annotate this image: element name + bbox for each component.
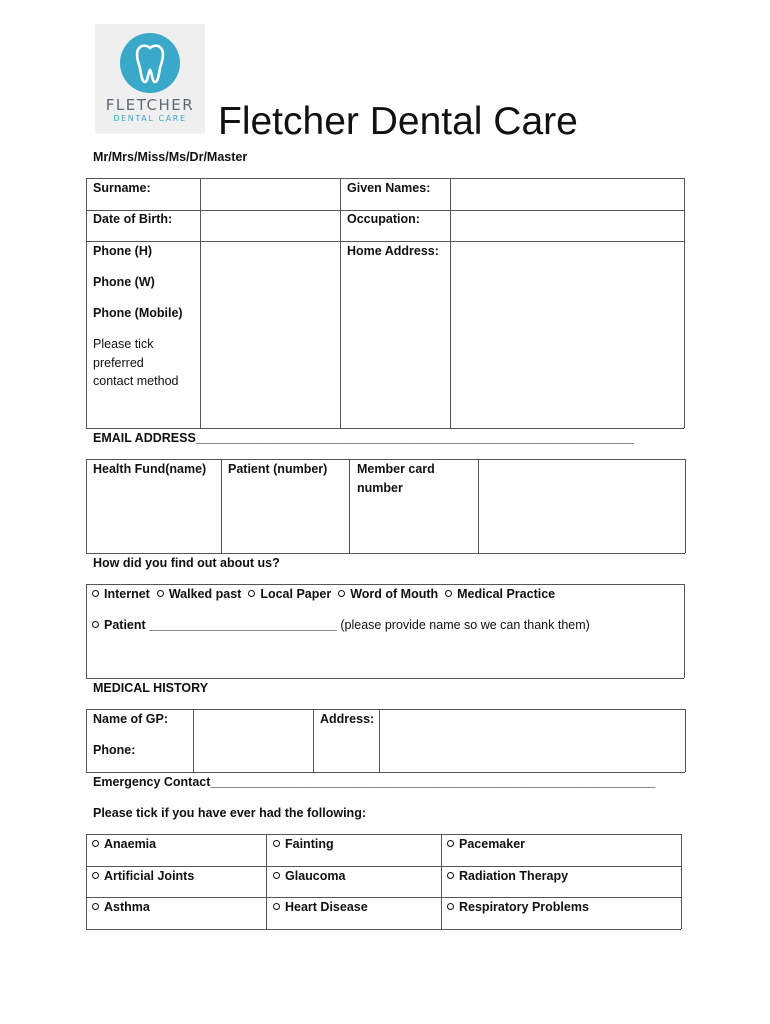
phone-w-label: Phone (W) — [93, 275, 155, 289]
surname-label: Surname: — [93, 181, 151, 195]
option-internet[interactable]: Internet — [92, 587, 150, 601]
condition-artificial-joints[interactable]: Artificial Joints — [92, 869, 194, 883]
condition-glaucoma[interactable]: Glaucoma — [273, 869, 345, 883]
tooth-icon — [117, 32, 183, 94]
circle-checkbox-icon[interactable] — [447, 903, 454, 910]
option-local-paper[interactable]: Local Paper — [248, 587, 331, 601]
given-names-label: Given Names: — [347, 181, 431, 195]
clinic-logo — [95, 24, 205, 134]
circle-checkbox-icon[interactable] — [92, 872, 99, 879]
member-card-field[interactable] — [479, 460, 685, 553]
condition-radiation-therapy[interactable]: Radiation Therapy — [447, 869, 568, 883]
find-us-question: How did you find out about us? — [93, 556, 280, 570]
salutation-label: Mr/Mrs/Miss/Ms/Dr/Master — [93, 150, 248, 164]
phone-mobile-label: Phone (Mobile) — [93, 306, 183, 320]
patient-note: (please provide name so we can thank them) — [340, 618, 590, 632]
occupation-label: Occupation: — [347, 212, 420, 226]
condition-pacemaker[interactable]: Pacemaker — [447, 837, 525, 851]
find-options-row — [92, 587, 555, 601]
email-address-line[interactable]: EMAIL ADDRESS_______________________________________________________________ — [93, 431, 634, 445]
circle-checkbox-icon[interactable] — [445, 590, 452, 597]
emergency-contact-line[interactable]: Emergency Contact________________________________________________________________ — [93, 775, 656, 789]
given-names-field[interactable] — [451, 179, 684, 210]
condition-anaemia[interactable]: Anaemia — [92, 837, 156, 851]
health-fund-label: Health Fund(name) — [93, 462, 207, 476]
dob-field[interactable] — [201, 211, 340, 241]
gp-address-field[interactable] — [380, 710, 685, 772]
surname-field[interactable] — [201, 179, 340, 210]
gp-phone-label: Phone: — [93, 743, 136, 757]
circle-checkbox-icon[interactable] — [273, 872, 280, 879]
logo-text: FLETCHER — [105, 96, 195, 114]
circle-checkbox-icon[interactable] — [447, 840, 454, 847]
circle-checkbox-icon[interactable] — [157, 590, 164, 597]
circle-checkbox-icon[interactable] — [248, 590, 255, 597]
tick-note-line1: Please tick — [93, 337, 154, 351]
home-address-label: Home Address: — [347, 244, 439, 258]
phone-field[interactable] — [201, 242, 340, 428]
condition-asthma[interactable]: Asthma — [92, 900, 150, 914]
dob-label: Date of Birth: — [93, 212, 173, 226]
medical-history-heading: MEDICAL HISTORY — [93, 681, 209, 695]
phone-h-label: Phone (H) — [93, 244, 153, 258]
circle-checkbox-icon[interactable] — [92, 903, 99, 910]
occupation-field[interactable] — [451, 211, 684, 241]
tick-note-line2: preferred — [93, 356, 144, 370]
circle-checkbox-icon[interactable] — [447, 872, 454, 879]
condition-respiratory-problems[interactable]: Respiratory Problems — [447, 900, 589, 914]
tick-note-line3: contact method — [93, 374, 179, 388]
condition-heart-disease[interactable]: Heart Disease — [273, 900, 368, 914]
patient-name-blank[interactable]: ___________________________ — [149, 618, 337, 632]
gp-address-label: Address: — [320, 712, 375, 726]
circle-checkbox-icon[interactable] — [92, 621, 99, 628]
option-medical-practice[interactable]: Medical Practice — [445, 587, 555, 601]
condition-fainting[interactable]: Fainting — [273, 837, 334, 851]
option-walked-past[interactable]: Walked past — [157, 587, 241, 601]
circle-checkbox-icon[interactable] — [338, 590, 345, 597]
member-card-label-2: number — [357, 481, 403, 495]
circle-checkbox-icon[interactable] — [273, 903, 280, 910]
tick-conditions-heading: Please tick if you have ever had the following: — [93, 806, 366, 820]
option-patient[interactable]: Patient ___________________________ (please provide name so we can thank them) — [92, 618, 590, 632]
circle-checkbox-icon[interactable] — [273, 840, 280, 847]
circle-checkbox-icon[interactable] — [92, 840, 99, 847]
patient-number-label: Patient (number) — [228, 462, 328, 476]
page-title: Fletcher Dental Care — [218, 100, 578, 143]
logo-subtext: DENTAL CARE — [113, 114, 187, 123]
home-address-field[interactable] — [451, 242, 684, 428]
option-word-of-mouth[interactable]: Word of Mouth — [338, 587, 438, 601]
member-card-label-1: Member card — [357, 462, 435, 476]
gp-name-label: Name of GP: — [93, 712, 169, 726]
circle-checkbox-icon[interactable] — [92, 590, 99, 597]
gp-name-field[interactable] — [194, 710, 313, 772]
